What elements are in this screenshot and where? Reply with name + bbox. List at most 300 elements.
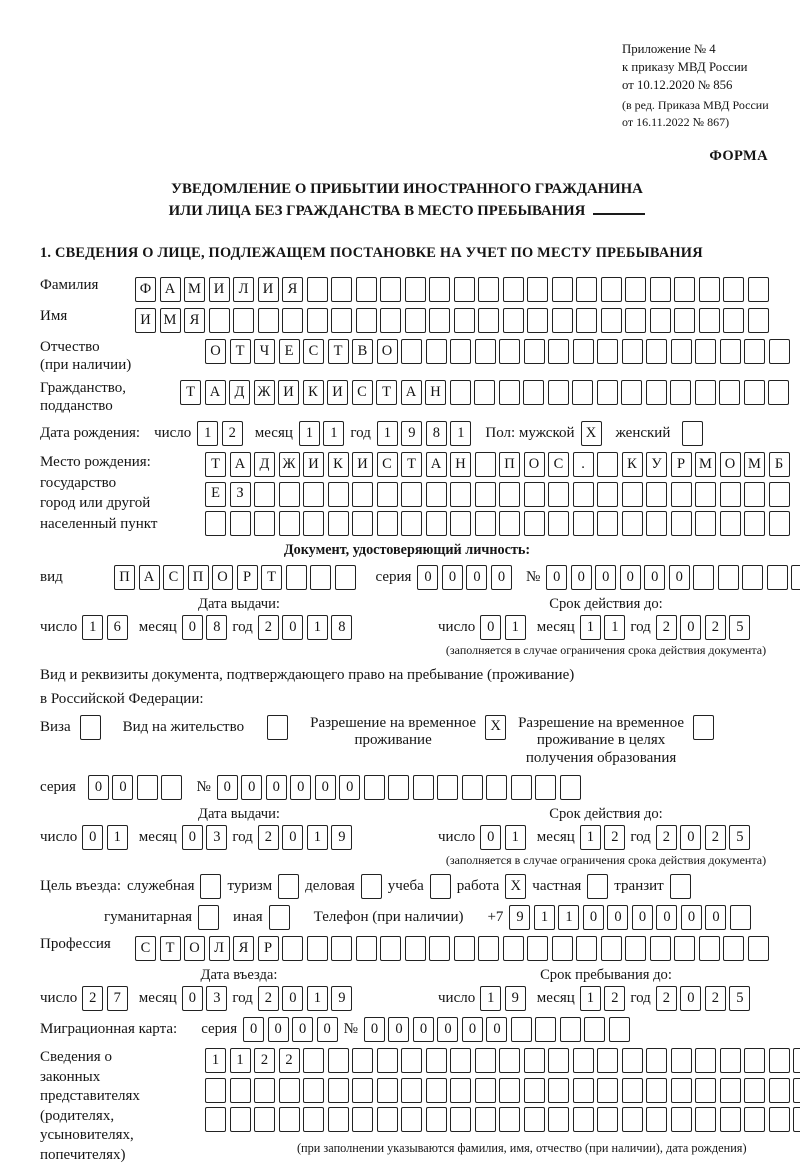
cell[interactable] [282, 308, 303, 333]
cell[interactable]: X [581, 421, 602, 446]
cell[interactable] [310, 565, 331, 590]
cell[interactable]: 2 [604, 986, 625, 1011]
cell[interactable]: 1 [505, 615, 526, 640]
cell[interactable] [356, 936, 377, 961]
cell[interactable]: 0 [182, 986, 203, 1011]
cell[interactable]: 0 [417, 565, 438, 590]
cell[interactable]: О [720, 452, 741, 477]
cell[interactable] [401, 1078, 422, 1103]
cell[interactable]: 3 [206, 986, 227, 1011]
cell[interactable]: 2 [254, 1048, 275, 1073]
cell[interactable] [560, 775, 581, 800]
cell[interactable]: 0 [182, 615, 203, 640]
cell[interactable] [693, 565, 714, 590]
cell[interactable] [695, 1107, 716, 1132]
cell[interactable] [352, 482, 373, 507]
cell[interactable] [650, 936, 671, 961]
cell[interactable] [137, 775, 158, 800]
cell[interactable]: А [401, 380, 422, 405]
cell[interactable] [503, 936, 524, 961]
cell[interactable] [380, 936, 401, 961]
cell[interactable]: Т [230, 339, 251, 364]
cell[interactable]: 2 [258, 825, 279, 850]
cell[interactable] [646, 380, 667, 405]
cell[interactable] [331, 308, 352, 333]
cell[interactable]: И [278, 380, 299, 405]
cell[interactable] [552, 277, 573, 302]
cell[interactable] [413, 775, 434, 800]
cell[interactable]: 5 [729, 825, 750, 850]
cell[interactable]: 1 [307, 615, 328, 640]
cell[interactable] [356, 308, 377, 333]
cell[interactable] [450, 482, 471, 507]
cell[interactable] [744, 1048, 765, 1073]
cell[interactable] [573, 1078, 594, 1103]
cell[interactable] [601, 308, 622, 333]
cell[interactable]: 0 [315, 775, 336, 800]
cell[interactable] [205, 1107, 226, 1132]
cell[interactable] [601, 936, 622, 961]
cell[interactable] [573, 511, 594, 536]
cell[interactable] [625, 277, 646, 302]
cell[interactable] [597, 1078, 618, 1103]
cell[interactable] [625, 936, 646, 961]
cell[interactable] [511, 1017, 532, 1042]
cell[interactable] [742, 565, 763, 590]
cell[interactable]: Н [450, 452, 471, 477]
cell[interactable] [352, 1048, 373, 1073]
cell[interactable]: 0 [266, 775, 287, 800]
cell[interactable] [161, 775, 182, 800]
cell[interactable] [380, 277, 401, 302]
cell[interactable]: Е [205, 482, 226, 507]
cell[interactable]: М [744, 452, 765, 477]
cell[interactable] [587, 874, 608, 899]
cell[interactable] [303, 1048, 324, 1073]
cell[interactable] [405, 936, 426, 961]
cell[interactable]: 0 [644, 565, 665, 590]
cell[interactable] [429, 308, 450, 333]
cell[interactable]: С [135, 936, 156, 961]
cell[interactable]: 1 [580, 986, 601, 1011]
cell[interactable] [573, 1048, 594, 1073]
cell[interactable]: 1 [197, 421, 218, 446]
cell[interactable]: Р [671, 452, 692, 477]
cell[interactable] [597, 339, 618, 364]
cell[interactable] [429, 936, 450, 961]
cell[interactable]: 0 [620, 565, 641, 590]
cell[interactable] [671, 482, 692, 507]
cell[interactable] [437, 775, 458, 800]
cell[interactable] [527, 277, 548, 302]
cell[interactable] [426, 511, 447, 536]
cell[interactable] [454, 277, 475, 302]
cell[interactable] [328, 1107, 349, 1132]
cell[interactable] [205, 511, 226, 536]
cell[interactable] [478, 277, 499, 302]
cell[interactable] [646, 511, 667, 536]
cell[interactable] [377, 1048, 398, 1073]
cell[interactable] [720, 339, 741, 364]
cell[interactable] [80, 715, 101, 740]
cell[interactable]: 0 [112, 775, 133, 800]
cell[interactable]: Н [425, 380, 446, 405]
cell[interactable] [430, 874, 451, 899]
cell[interactable] [548, 482, 569, 507]
cell[interactable] [254, 1078, 275, 1103]
cell[interactable] [730, 905, 751, 930]
cell[interactable] [791, 565, 800, 590]
cell[interactable] [462, 775, 483, 800]
cell[interactable] [230, 1107, 251, 1132]
cell[interactable]: И [352, 452, 373, 477]
cell[interactable] [426, 1107, 447, 1132]
cell[interactable] [279, 1078, 300, 1103]
cell[interactable]: 2 [705, 825, 726, 850]
cell[interactable]: 0 [442, 565, 463, 590]
cell[interactable]: . [573, 452, 594, 477]
cell[interactable] [475, 452, 496, 477]
cell[interactable] [426, 1048, 447, 1073]
cell[interactable] [793, 1078, 800, 1103]
cell[interactable] [748, 308, 769, 333]
cell[interactable]: 0 [669, 565, 690, 590]
cell[interactable] [674, 308, 695, 333]
cell[interactable] [511, 775, 532, 800]
cell[interactable] [720, 511, 741, 536]
cell[interactable] [450, 339, 471, 364]
cell[interactable]: К [303, 380, 324, 405]
cell[interactable]: 1 [580, 615, 601, 640]
cell[interactable] [646, 339, 667, 364]
cell[interactable] [548, 1078, 569, 1103]
cell[interactable]: 2 [656, 986, 677, 1011]
cell[interactable]: 9 [331, 986, 352, 1011]
cell[interactable]: З [230, 482, 251, 507]
cell[interactable]: О [205, 339, 226, 364]
cell[interactable] [695, 380, 716, 405]
cell[interactable] [454, 308, 475, 333]
cell[interactable] [548, 1107, 569, 1132]
cell[interactable] [560, 1017, 581, 1042]
cell[interactable] [426, 1078, 447, 1103]
cell[interactable]: 1 [480, 986, 501, 1011]
cell[interactable] [674, 277, 695, 302]
cell[interactable] [524, 1078, 545, 1103]
cell[interactable] [205, 1078, 226, 1103]
cell[interactable] [364, 775, 385, 800]
cell[interactable] [622, 339, 643, 364]
cell[interactable] [671, 511, 692, 536]
cell[interactable]: 0 [583, 905, 604, 930]
cell[interactable]: 0 [680, 825, 701, 850]
cell[interactable] [576, 936, 597, 961]
cell[interactable]: 9 [509, 905, 530, 930]
cell[interactable]: Т [328, 339, 349, 364]
cell[interactable]: Д [229, 380, 250, 405]
cell[interactable]: 1 [534, 905, 555, 930]
cell[interactable]: 1 [82, 615, 103, 640]
cell[interactable] [646, 1078, 667, 1103]
cell[interactable] [377, 1107, 398, 1132]
cell[interactable] [352, 1107, 373, 1132]
cell[interactable]: 0 [607, 905, 628, 930]
cell[interactable]: 0 [88, 775, 109, 800]
cell[interactable]: Д [254, 452, 275, 477]
cell[interactable] [597, 1048, 618, 1073]
cell[interactable] [377, 1078, 398, 1103]
cell[interactable] [230, 1078, 251, 1103]
cell[interactable]: С [377, 452, 398, 477]
cell[interactable] [331, 277, 352, 302]
cell[interactable]: С [163, 565, 184, 590]
cell[interactable]: Л [209, 936, 230, 961]
cell[interactable]: 1 [323, 421, 344, 446]
cell[interactable] [303, 482, 324, 507]
cell[interactable] [303, 511, 324, 536]
cell[interactable] [279, 482, 300, 507]
cell[interactable] [401, 511, 422, 536]
cell[interactable] [279, 1107, 300, 1132]
cell[interactable]: Т [401, 452, 422, 477]
cell[interactable]: К [622, 452, 643, 477]
cell[interactable]: И [258, 277, 279, 302]
cell[interactable]: 2 [604, 825, 625, 850]
cell[interactable] [254, 482, 275, 507]
cell[interactable]: О [524, 452, 545, 477]
cell[interactable]: А [160, 277, 181, 302]
cell[interactable]: Я [233, 936, 254, 961]
cell[interactable]: 1 [580, 825, 601, 850]
cell[interactable]: П [114, 565, 135, 590]
cell[interactable]: 1 [230, 1048, 251, 1073]
cell[interactable]: Р [237, 565, 258, 590]
cell[interactable]: 0 [317, 1017, 338, 1042]
cell[interactable] [258, 308, 279, 333]
cell[interactable] [768, 380, 789, 405]
cell[interactable] [769, 1048, 790, 1073]
cell[interactable]: 9 [505, 986, 526, 1011]
cell[interactable] [597, 1107, 618, 1132]
cell[interactable]: Т [180, 380, 201, 405]
cell[interactable]: М [184, 277, 205, 302]
cell[interactable] [646, 482, 667, 507]
cell[interactable] [793, 1048, 800, 1073]
cell[interactable] [682, 421, 703, 446]
cell[interactable] [352, 511, 373, 536]
cell[interactable] [748, 936, 769, 961]
cell[interactable]: 1 [450, 421, 471, 446]
cell[interactable]: 0 [217, 775, 238, 800]
cell[interactable]: Я [184, 308, 205, 333]
cell[interactable] [524, 482, 545, 507]
cell[interactable] [450, 1078, 471, 1103]
cell[interactable]: 2 [222, 421, 243, 446]
cell[interactable]: 0 [480, 825, 501, 850]
cell[interactable] [769, 511, 790, 536]
cell[interactable]: 1 [307, 986, 328, 1011]
cell[interactable] [695, 339, 716, 364]
cell[interactable]: И [209, 277, 230, 302]
cell[interactable] [254, 511, 275, 536]
cell[interactable]: 0 [437, 1017, 458, 1042]
cell[interactable] [450, 1107, 471, 1132]
cell[interactable]: И [303, 452, 324, 477]
cell[interactable] [674, 936, 695, 961]
cell[interactable] [723, 277, 744, 302]
cell[interactable]: 1 [299, 421, 320, 446]
cell[interactable] [303, 1107, 324, 1132]
cell[interactable]: К [328, 452, 349, 477]
cell[interactable] [286, 565, 307, 590]
cell[interactable]: 9 [331, 825, 352, 850]
cell[interactable] [609, 1017, 630, 1042]
cell[interactable] [523, 380, 544, 405]
cell[interactable] [769, 1078, 790, 1103]
cell[interactable]: В [352, 339, 373, 364]
cell[interactable]: 0 [486, 1017, 507, 1042]
cell[interactable] [621, 380, 642, 405]
cell[interactable] [499, 511, 520, 536]
cell[interactable] [352, 1078, 373, 1103]
cell[interactable] [450, 380, 471, 405]
cell[interactable]: 2 [258, 986, 279, 1011]
cell[interactable]: 1 [505, 825, 526, 850]
cell[interactable] [499, 380, 520, 405]
cell[interactable] [200, 874, 221, 899]
cell[interactable] [388, 775, 409, 800]
cell[interactable]: 1 [107, 825, 128, 850]
cell[interactable] [767, 565, 788, 590]
cell[interactable]: Р [258, 936, 279, 961]
cell[interactable]: Т [160, 936, 181, 961]
cell[interactable] [720, 1078, 741, 1103]
cell[interactable] [769, 1107, 790, 1132]
cell[interactable]: И [135, 308, 156, 333]
cell[interactable]: 0 [680, 615, 701, 640]
cell[interactable] [670, 874, 691, 899]
cell[interactable] [573, 482, 594, 507]
cell[interactable] [723, 936, 744, 961]
cell[interactable] [548, 1048, 569, 1073]
cell[interactable] [475, 482, 496, 507]
cell[interactable] [328, 482, 349, 507]
cell[interactable] [576, 277, 597, 302]
cell[interactable] [405, 308, 426, 333]
cell[interactable]: 6 [107, 615, 128, 640]
cell[interactable] [405, 277, 426, 302]
cell[interactable] [307, 277, 328, 302]
cell[interactable]: П [499, 452, 520, 477]
cell[interactable]: 1 [307, 825, 328, 850]
cell[interactable]: 0 [241, 775, 262, 800]
cell[interactable] [601, 277, 622, 302]
cell[interactable]: 2 [705, 986, 726, 1011]
cell[interactable]: 0 [705, 905, 726, 930]
cell[interactable] [475, 511, 496, 536]
cell[interactable] [720, 1107, 741, 1132]
cell[interactable]: 0 [388, 1017, 409, 1042]
cell[interactable] [475, 339, 496, 364]
cell[interactable] [718, 565, 739, 590]
cell[interactable] [671, 1107, 692, 1132]
cell[interactable] [499, 1078, 520, 1103]
cell[interactable] [622, 482, 643, 507]
cell[interactable]: 2 [656, 615, 677, 640]
cell[interactable]: Ч [254, 339, 275, 364]
cell[interactable]: 2 [279, 1048, 300, 1073]
cell[interactable] [303, 1078, 324, 1103]
cell[interactable] [503, 308, 524, 333]
cell[interactable] [454, 936, 475, 961]
cell[interactable]: Б [769, 452, 790, 477]
cell[interactable]: 5 [729, 615, 750, 640]
cell[interactable] [793, 1107, 800, 1132]
cell[interactable] [328, 511, 349, 536]
cell[interactable] [524, 1107, 545, 1132]
cell[interactable]: X [505, 874, 526, 899]
cell[interactable] [307, 936, 328, 961]
cell[interactable] [499, 1107, 520, 1132]
cell[interactable]: М [695, 452, 716, 477]
cell[interactable] [769, 339, 790, 364]
cell[interactable]: А [205, 380, 226, 405]
cell[interactable] [535, 775, 556, 800]
cell[interactable] [625, 308, 646, 333]
cell[interactable] [524, 1048, 545, 1073]
cell[interactable] [552, 936, 573, 961]
cell[interactable] [671, 339, 692, 364]
cell[interactable] [646, 1048, 667, 1073]
cell[interactable] [499, 482, 520, 507]
cell[interactable]: 0 [82, 825, 103, 850]
cell[interactable]: П [188, 565, 209, 590]
cell[interactable]: 0 [282, 986, 303, 1011]
cell[interactable]: 0 [268, 1017, 289, 1042]
cell[interactable] [279, 511, 300, 536]
cell[interactable] [307, 308, 328, 333]
cell[interactable] [527, 308, 548, 333]
cell[interactable] [769, 482, 790, 507]
cell[interactable]: 0 [680, 986, 701, 1011]
cell[interactable] [693, 715, 714, 740]
cell[interactable] [650, 308, 671, 333]
cell[interactable] [282, 936, 303, 961]
cell[interactable]: 0 [364, 1017, 385, 1042]
cell[interactable] [328, 1048, 349, 1073]
cell[interactable] [671, 1048, 692, 1073]
cell[interactable]: О [377, 339, 398, 364]
cell[interactable] [267, 715, 288, 740]
cell[interactable] [254, 1107, 275, 1132]
cell[interactable]: 3 [206, 825, 227, 850]
cell[interactable]: С [548, 452, 569, 477]
cell[interactable]: 0 [546, 565, 567, 590]
cell[interactable]: О [212, 565, 233, 590]
cell[interactable] [535, 1017, 556, 1042]
cell[interactable] [720, 1048, 741, 1073]
cell[interactable]: 0 [681, 905, 702, 930]
cell[interactable] [719, 380, 740, 405]
cell[interactable] [622, 1078, 643, 1103]
cell[interactable]: Т [376, 380, 397, 405]
cell[interactable]: 0 [480, 615, 501, 640]
cell[interactable] [401, 339, 422, 364]
cell[interactable]: Ж [279, 452, 300, 477]
cell[interactable]: 2 [258, 615, 279, 640]
cell[interactable] [695, 1078, 716, 1103]
cell[interactable] [331, 936, 352, 961]
